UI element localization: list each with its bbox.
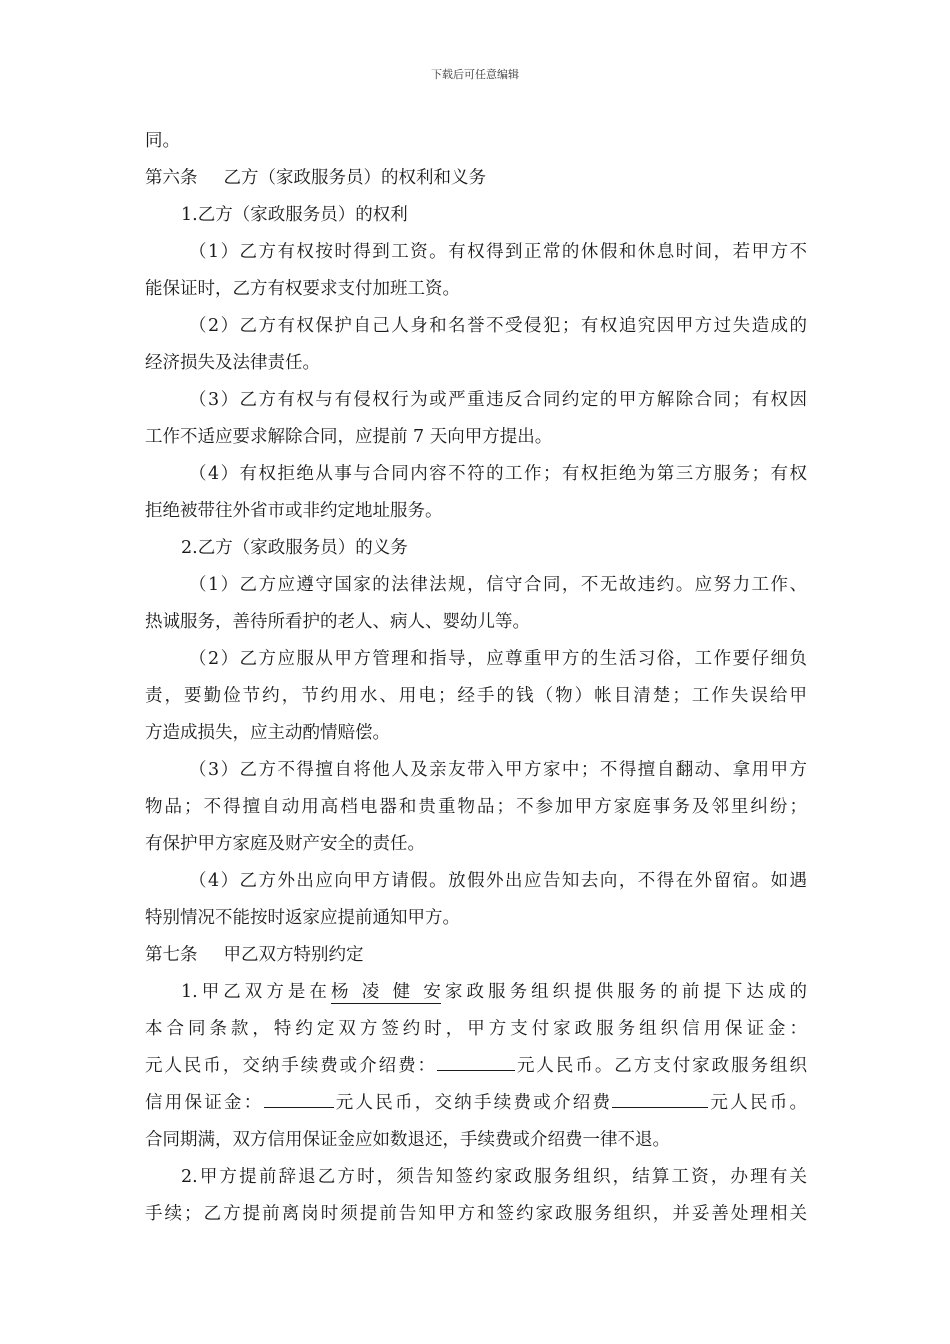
text-line: 本合同条款，特约定双方签约时，甲方支付家政服务组织信用保证金： [145,1019,807,1039]
text-line: 有保护甲方家庭及财产安全的责任。 [145,834,425,854]
text-line [145,1085,807,1122]
article-6-heading [145,160,807,197]
section-heading: 1.乙方（家政服务员）的权利 [181,205,408,225]
text-line: 方造成损失，应主动酌情赔偿。 [145,723,390,743]
text-line: （1）乙方有权按时得到工资。有权得到正常的休假和休息时间，若甲方不 [189,242,807,262]
article-title: 乙方（家政服务员）的权利和义务 [223,168,486,188]
text-line: （3）乙方不得擅自将他人及亲友带入甲方家中；不得擅自翻动、拿用甲方 [189,760,807,780]
blank-fee-field [612,1107,708,1108]
text-line: 手续；乙方提前离岗时须提前告知甲方和签约家政服务组织，并妥善处理相关 [145,1204,807,1224]
text-line: 拒绝被带往外省市或非约定地址服务。 [145,501,443,521]
text-line: （2）乙方有权保护自己人身和名誉不受侵犯；有权追究因甲方过失造成的 [189,316,807,336]
text-line: 工作不适应要求解除合同，应提前 7 天向甲方提出。 [145,427,553,447]
text-line: 2.甲方提前辞退乙方时，须告知签约家政服务组织，结算工资，办理有关 [181,1167,807,1187]
text-line [145,1048,807,1085]
text-line: （4）有权拒绝从事与合同内容不符的工作；有权拒绝为第三方服务；有权 [189,464,807,484]
blank-fee-field [437,1070,515,1071]
text-line: 经济损失及法律责任。 [145,353,320,373]
text-fragment: 元人民币，交纳手续费或介绍费 [333,1093,613,1113]
article-number: 第七条 [145,945,198,965]
text-line: （1）乙方应遵守国家的法律法规，信守合同，不无故违约。应努力工作、 [189,575,807,595]
article-7-heading [145,937,807,974]
blank-deposit-field [264,1107,334,1108]
text-line: 能保证时，乙方有权要求支付加班工资。 [145,279,460,299]
text-line: 物品；不得擅自动用高档电器和贵重物品；不参加甲方家庭事务及邻里纠纷； [145,797,807,817]
text-fragment: 1.甲乙双方是在 [181,982,331,1002]
service-organization-name-field: 杨凌健安 [330,982,441,1002]
text-line: （3）乙方有权与有侵权行为或严重违反合同约定的甲方解除合同；有权因 [189,390,807,410]
article-number: 第六条 [145,168,198,188]
page-header: 下载后可任意编辑 [431,68,519,81]
article-title: 甲乙双方特别约定 [223,945,364,965]
text-line: 同。 [145,131,180,151]
text-line: 特别情况不能按时返家应提前通知甲方。 [145,908,460,928]
text-fragment: 元人民币，交纳手续费或介绍费： [145,1056,437,1076]
text-line [145,974,807,1011]
text-line: 责，要勤俭节约，节约用水、用电；经手的钱（物）帐目清楚；工作失误给甲 [145,686,807,706]
text-line: （4）乙方外出应向甲方请假。放假外出应告知去向，不得在外留宿。如遇 [189,871,807,891]
text-line: （2）乙方应服从甲方管理和指导，应尊重甲方的生活习俗，工作要仔细负 [189,649,807,669]
text-line: 合同期满，双方信用保证金应如数退还，手续费或介绍费一律不退。 [145,1130,670,1150]
text-fragment: 元人民币。乙方支付家政服务组织 [515,1056,807,1076]
text-line: 热诚服务，善待所看护的老人、病人、婴幼儿等。 [145,612,530,632]
text-fragment: 家政服务组织提供服务的前提下达成的 [440,982,807,1002]
text-fragment: 元人民币。 [708,1093,807,1113]
section-heading: 2.乙方（家政服务员）的义务 [181,538,408,558]
text-fragment: 信用保证金： [145,1093,264,1113]
document-body [145,123,807,1233]
